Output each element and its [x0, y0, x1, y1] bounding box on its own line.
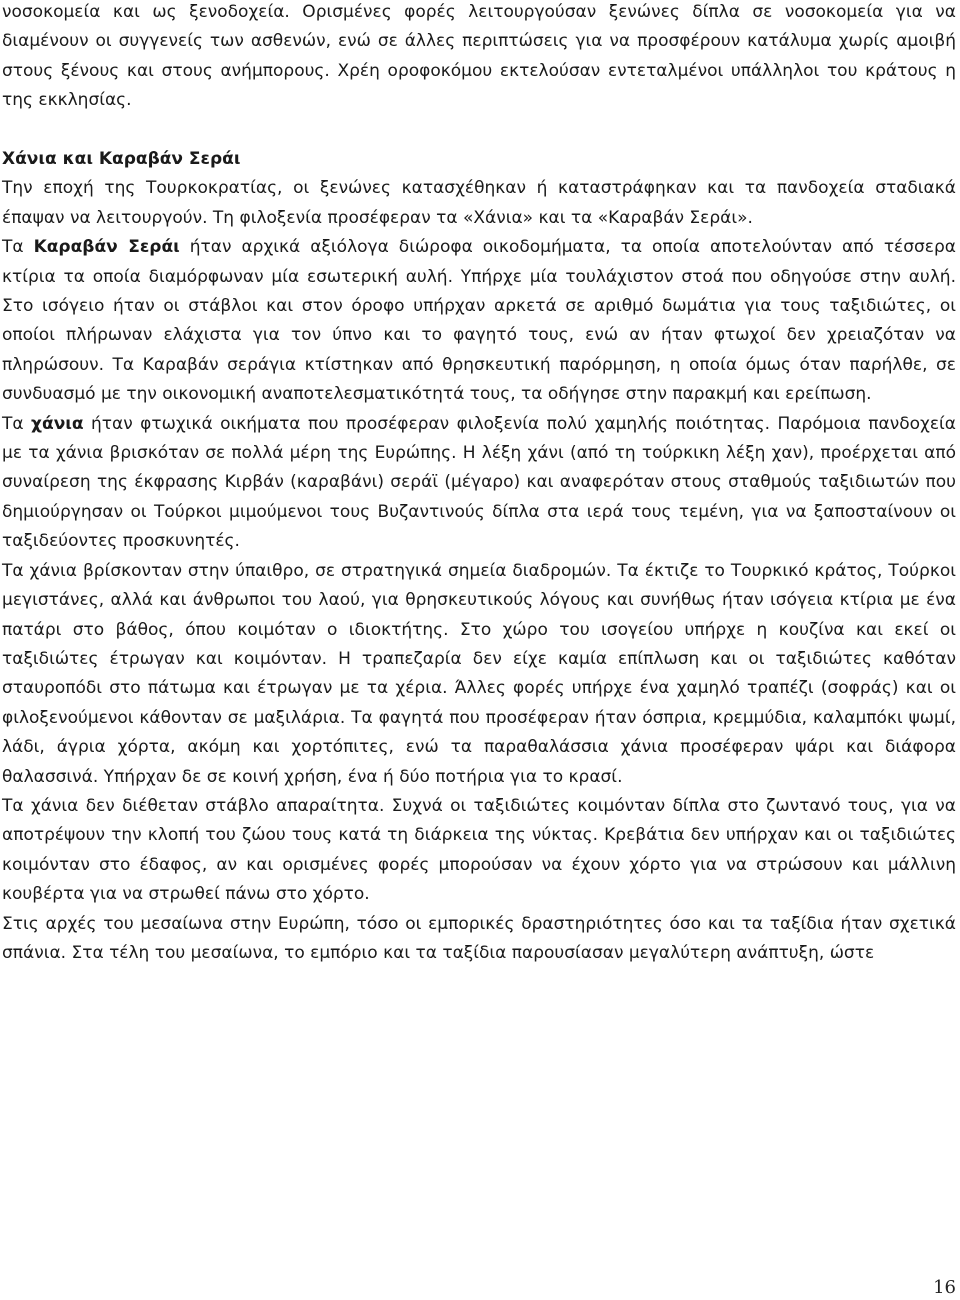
paragraph-hania	[2, 410, 956, 557]
section-heading: Χάνια και Καραβάν Σεράι	[2, 149, 241, 170]
paragraph-karavan-serai	[2, 233, 956, 409]
paragraph-karavan-serai-pre: Τα	[2, 237, 34, 258]
paragraph-tourkokratia: Την εποχή της Τουρκοκρατίας, οι ξενώνες κατασχέθηκαν ή καταστράφηκαν και τα πανδοχεία σταδιακά έπαψαν να λειτουργούν. Τη φιλοξενία προσέφεραν τα «Χάνια» και τα «Καραβάν Σεράι».	[2, 178, 956, 228]
paragraph-hania-bold: χάνια	[31, 413, 84, 434]
paragraph-hania-pre: Τα	[2, 413, 32, 434]
paragraph-hania-stables: Τα χάνια δεν διέθεταν στάβλο απαραίτητα. Συχνά οι ταξιδιώτες κοιμόνταν δίπλα στο ζωντανό τους, για να αποτρέψουν την κλοπή του ζώου τους κατά τη διάρκεια της νύκτας. Κρεβάτια δεν υπήρχαν και οι ταξιδιώτες κοιμόνταν στο έδαφος, αν και ορισμένες φορές μπορούσαν να έχουν χόρτο για να στρώσουν και μάλλινη κουβέρτα για να στρωθεί πάνω στο χόρτο.	[2, 795, 956, 905]
paragraph-karavan-serai-text: ήταν αρχικά αξιόλογα διώροφα οικοδομήματα, τα οποία αποτελούνταν από τέσσερα κτίρια τα οποία διαμόρφωναν μία εσωτερική αυλή. Υπήρχε μία τουλάχιστον στοά που οδηγούσε στην αυλή. Στο ισόγειο ήταν οι στάβλοι και στον όροφο υπήρχαν αρκετά σε αριθμό δωμάτια για τους ταξιδιώτες, οι οποίοι πλήρωναν ελάχιστα για τον ύπνο και το φαγητό τους, ενώ αν ήταν φτωχοί δεν χρειαζόταν να πληρώσουν. Τα Καραβάν σεράγια κτίστηκαν από θρησκευτική παρόρμηση, η οποία όμως όταν παρήλθε, σε συνδυασμό με την οικονομική αναποτελεσματικότητά τους, τα οδήγησε στην παρακμή και ερείπωση.	[2, 237, 956, 405]
paragraph-karavan-serai-bold: Καραβάν Σεράι	[33, 237, 180, 258]
paragraph-hania-location: Τα χάνια βρίσκονταν στην ύπαιθρο, σε στρατηγικά σημεία διαδρομών. Τα έκτιζε το Τουρκικό κράτος, Τούρκοι μεγιστάνες, αλλά και άνθρωποι του λαού, για θρησκευτικούς λόγους και συνήθως ήταν ισόγεια κτίρια με ένα πατάρι στο βάθος, όπου κοιμόταν ο ιδιοκτήτης. Στο χώρο του ισογείου υπήρχε η κουζίνα και εκεί οι ταξιδιώτες έτρωγαν και κοιμόνταν. Η τραπεζαρία δεν είχε καμία επίπλωση και οι ταξιδιώτες καθόταν σταυροπόδι στο πάτωμα και έτρωγαν με τα χέρια. Άλλες φορές υπήρχε ένα χαμηλό τραπέζι (σοφράς) και οι φιλοξενούμενοι κάθονταν σε μαξιλάρια. Τα φαγητά που προσέφεραν ήταν όσπρια, κρεμμύδια, καλαμπόκι ψωμί, λάδι, άγρια χόρτα, ακόμη και χορτόπιτες, ενώ τα παραθαλάσσια χάνια προσέφεραν ψάρι και διάφορα θαλασσινά. Υπήρχαν δε σε κοινή χρήση, ένα ή δύο ποτήρια για το κρασί.	[2, 560, 956, 787]
intro-paragraph: νοσοκομεία και ως ξενοδοχεία. Ορισμένες φορές λειτουργούσαν ξενώνες δίπλα σε νοσοκομεία για να διαμένουν οι συγγενείς των ασθενών, ενώ σε άλλες περιπτώσεις για να προσφέρουν κατάλυμα χωρίς αμοιβή στους ξένους και στους ανήμπορους. Χρέη οροφοκόμου εκτελούσαν εντεταλμένοι υπάλληλοι του κράτους η της εκκλησίας.	[2, 2, 956, 111]
paragraph-middle-ages: Στις αρχές του μεσαίωνα στην Ευρώπη, τόσο οι εμπορικές δραστηριότητες όσο και τα ταξίδια ήταν σχετικά σπάνια. Στα τέλη του μεσαίωνα, το εμπόριο και τα ταξίδια παρουσίασαν μεγαλύτερη ανάπτυξη, ώστε	[2, 913, 956, 963]
body-text	[2, 0, 956, 968]
paragraph-hania-text: ήταν φτωχικά οικήματα που προσέφεραν φιλοξενία πολύ χαμηλής ποιότητας. Παρόμοια πανδοχεία με τα χάνια βρισκόταν σε πολλά μέρη της Ευρώπης. Η λέξη χάνι (από τη τούρκικη λέξη χαν), προέρχεται από συναίρεση της έκφρασης Κιρβάν (καραβάνι) σεράϊ (μέγαρο) και αναφερόταν στους σταθμούς ταξιδιωτών που δημιούργησαν οι Τούρκοι μιμούμενοι τους Βυζαντινούς δίπλα στα ιερά τους τεμένη, για να ξαποσταίνουν οι ταξιδεύοντες προσκυνητές.	[2, 413, 957, 552]
page-number: 16	[933, 1277, 956, 1298]
